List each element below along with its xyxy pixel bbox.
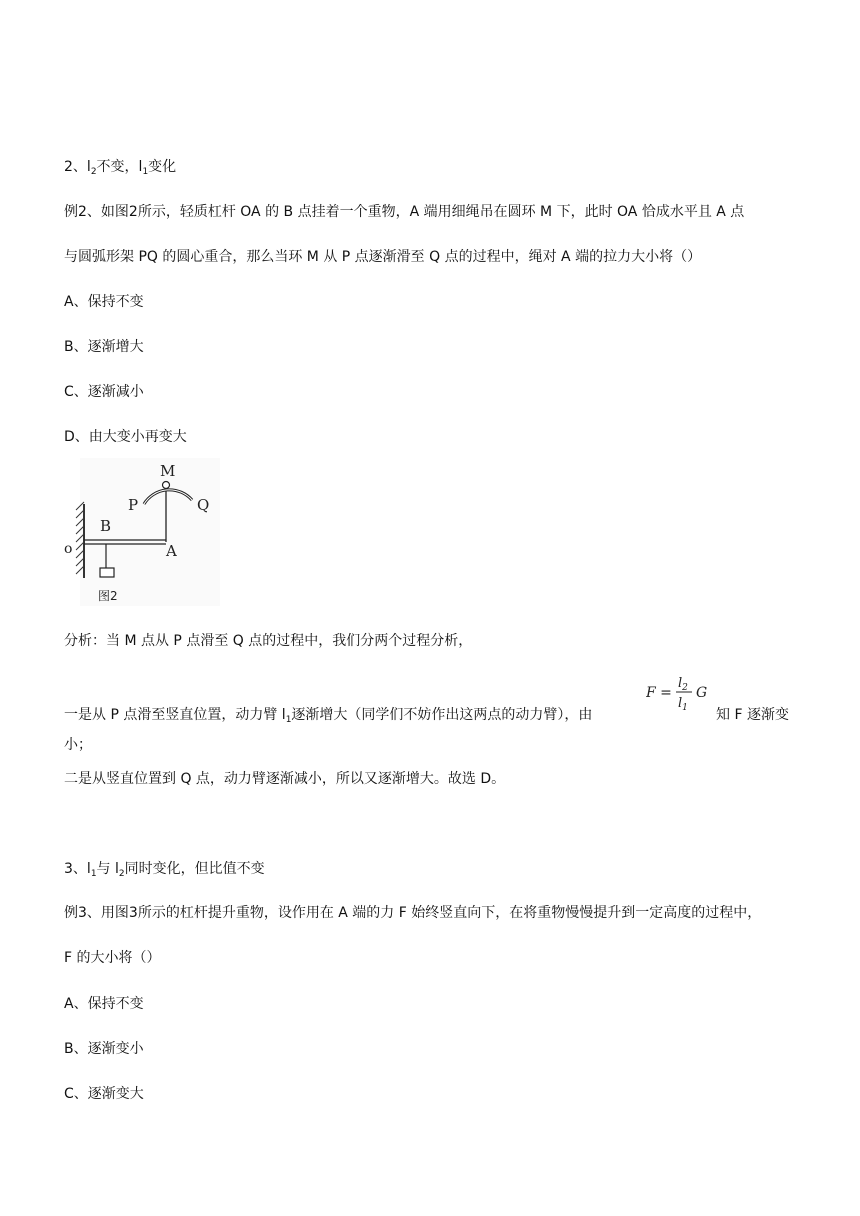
subscript: 1 [90,869,97,879]
label-o: o [64,541,73,557]
label-m: M [160,462,176,480]
option-c: C、逐渐变大 [64,1086,144,1102]
example-2-question-line-2: 与圆弧形架 PQ 的圆心重合，那么当环 M 从 P 点逐渐滑至 Q 点的过程中，绳对 A 端的拉力大小将（） [64,249,702,265]
option-a: A、保持不变 [64,996,144,1012]
analysis-line-2-end: 知 F 逐渐变 [716,707,789,723]
symbol-l: l [86,861,91,877]
example-3-question-line-2: F 的大小将（） [64,950,161,966]
heading-text: 不变， [96,159,139,175]
section-number: 2、 [64,159,87,175]
subscript: 1 [285,715,292,725]
subscript: 2 [90,167,97,177]
section-number: 3、 [64,861,87,877]
analysis-line-1: 分析：当 M 点从 P 点滑至 Q 点的过程中，我们分两个过程分析， [64,633,473,649]
label-q: Q [197,496,210,514]
heading-text: 同时变化，但比值不变 [124,861,265,877]
example-3-question-line-1: 例3、用图3所示的杠杆提升重物，设作用在 A 端的力 F 始终竖直向下，在将重物慢慢提升到一定高度的过程中， [64,905,762,921]
formula-denominator: $l_1$ [678,696,688,713]
ring-m [163,482,170,489]
symbol-l: l [138,159,143,175]
formula-f-equals-l2-over-l1-g [646,670,718,716]
option-b: B、逐渐变小 [64,1041,144,1057]
figure-caption: 图2 [98,589,118,603]
section-3-heading [64,859,265,879]
symbol-l: l [86,159,91,175]
analysis-line-4: 二是从竖直位置到 Q 点，动力臂逐渐减小，所以又逐渐增大。故选 D。 [64,771,506,787]
label-b: B [100,517,112,535]
analysis-line-3: 小； [64,737,92,753]
weight [100,568,114,577]
figure-2-lever-diagram [60,458,220,606]
analysis-line-2 [64,705,592,725]
option-a: A、保持不变 [64,294,144,310]
symbol-l: l [281,707,286,723]
label-p: P [128,496,139,514]
heading-text: 与 [96,861,115,877]
section-2-heading [64,157,176,177]
label-a: A [166,542,177,560]
option-c: C、逐渐减小 [64,384,144,400]
heading-text: 变化 [148,159,177,175]
formula-lhs: F = [646,685,672,701]
subscript: 2 [118,869,125,879]
formula-rhs: G [696,685,708,701]
option-b: B、逐渐增大 [64,339,144,355]
formula-numerator: $l_2$ [678,676,688,693]
example-2-question-line-1: 例2、如图2所示，轻质杠杆 OA 的 B 点挂着一个重物，A 端用细绳吊在圆环 M 下，此时 OA 恰成水平且 A 点 [64,204,745,220]
subscript: 1 [142,167,149,177]
analysis-text: 一是从 P 点滑至竖直位置，动力臂 [64,707,282,723]
analysis-text: 逐渐增大（同学们不妨作出这两点的动力臂），由 [291,707,593,723]
symbol-l: l [115,861,119,877]
option-d: D、由大变小再变大 [64,429,187,445]
